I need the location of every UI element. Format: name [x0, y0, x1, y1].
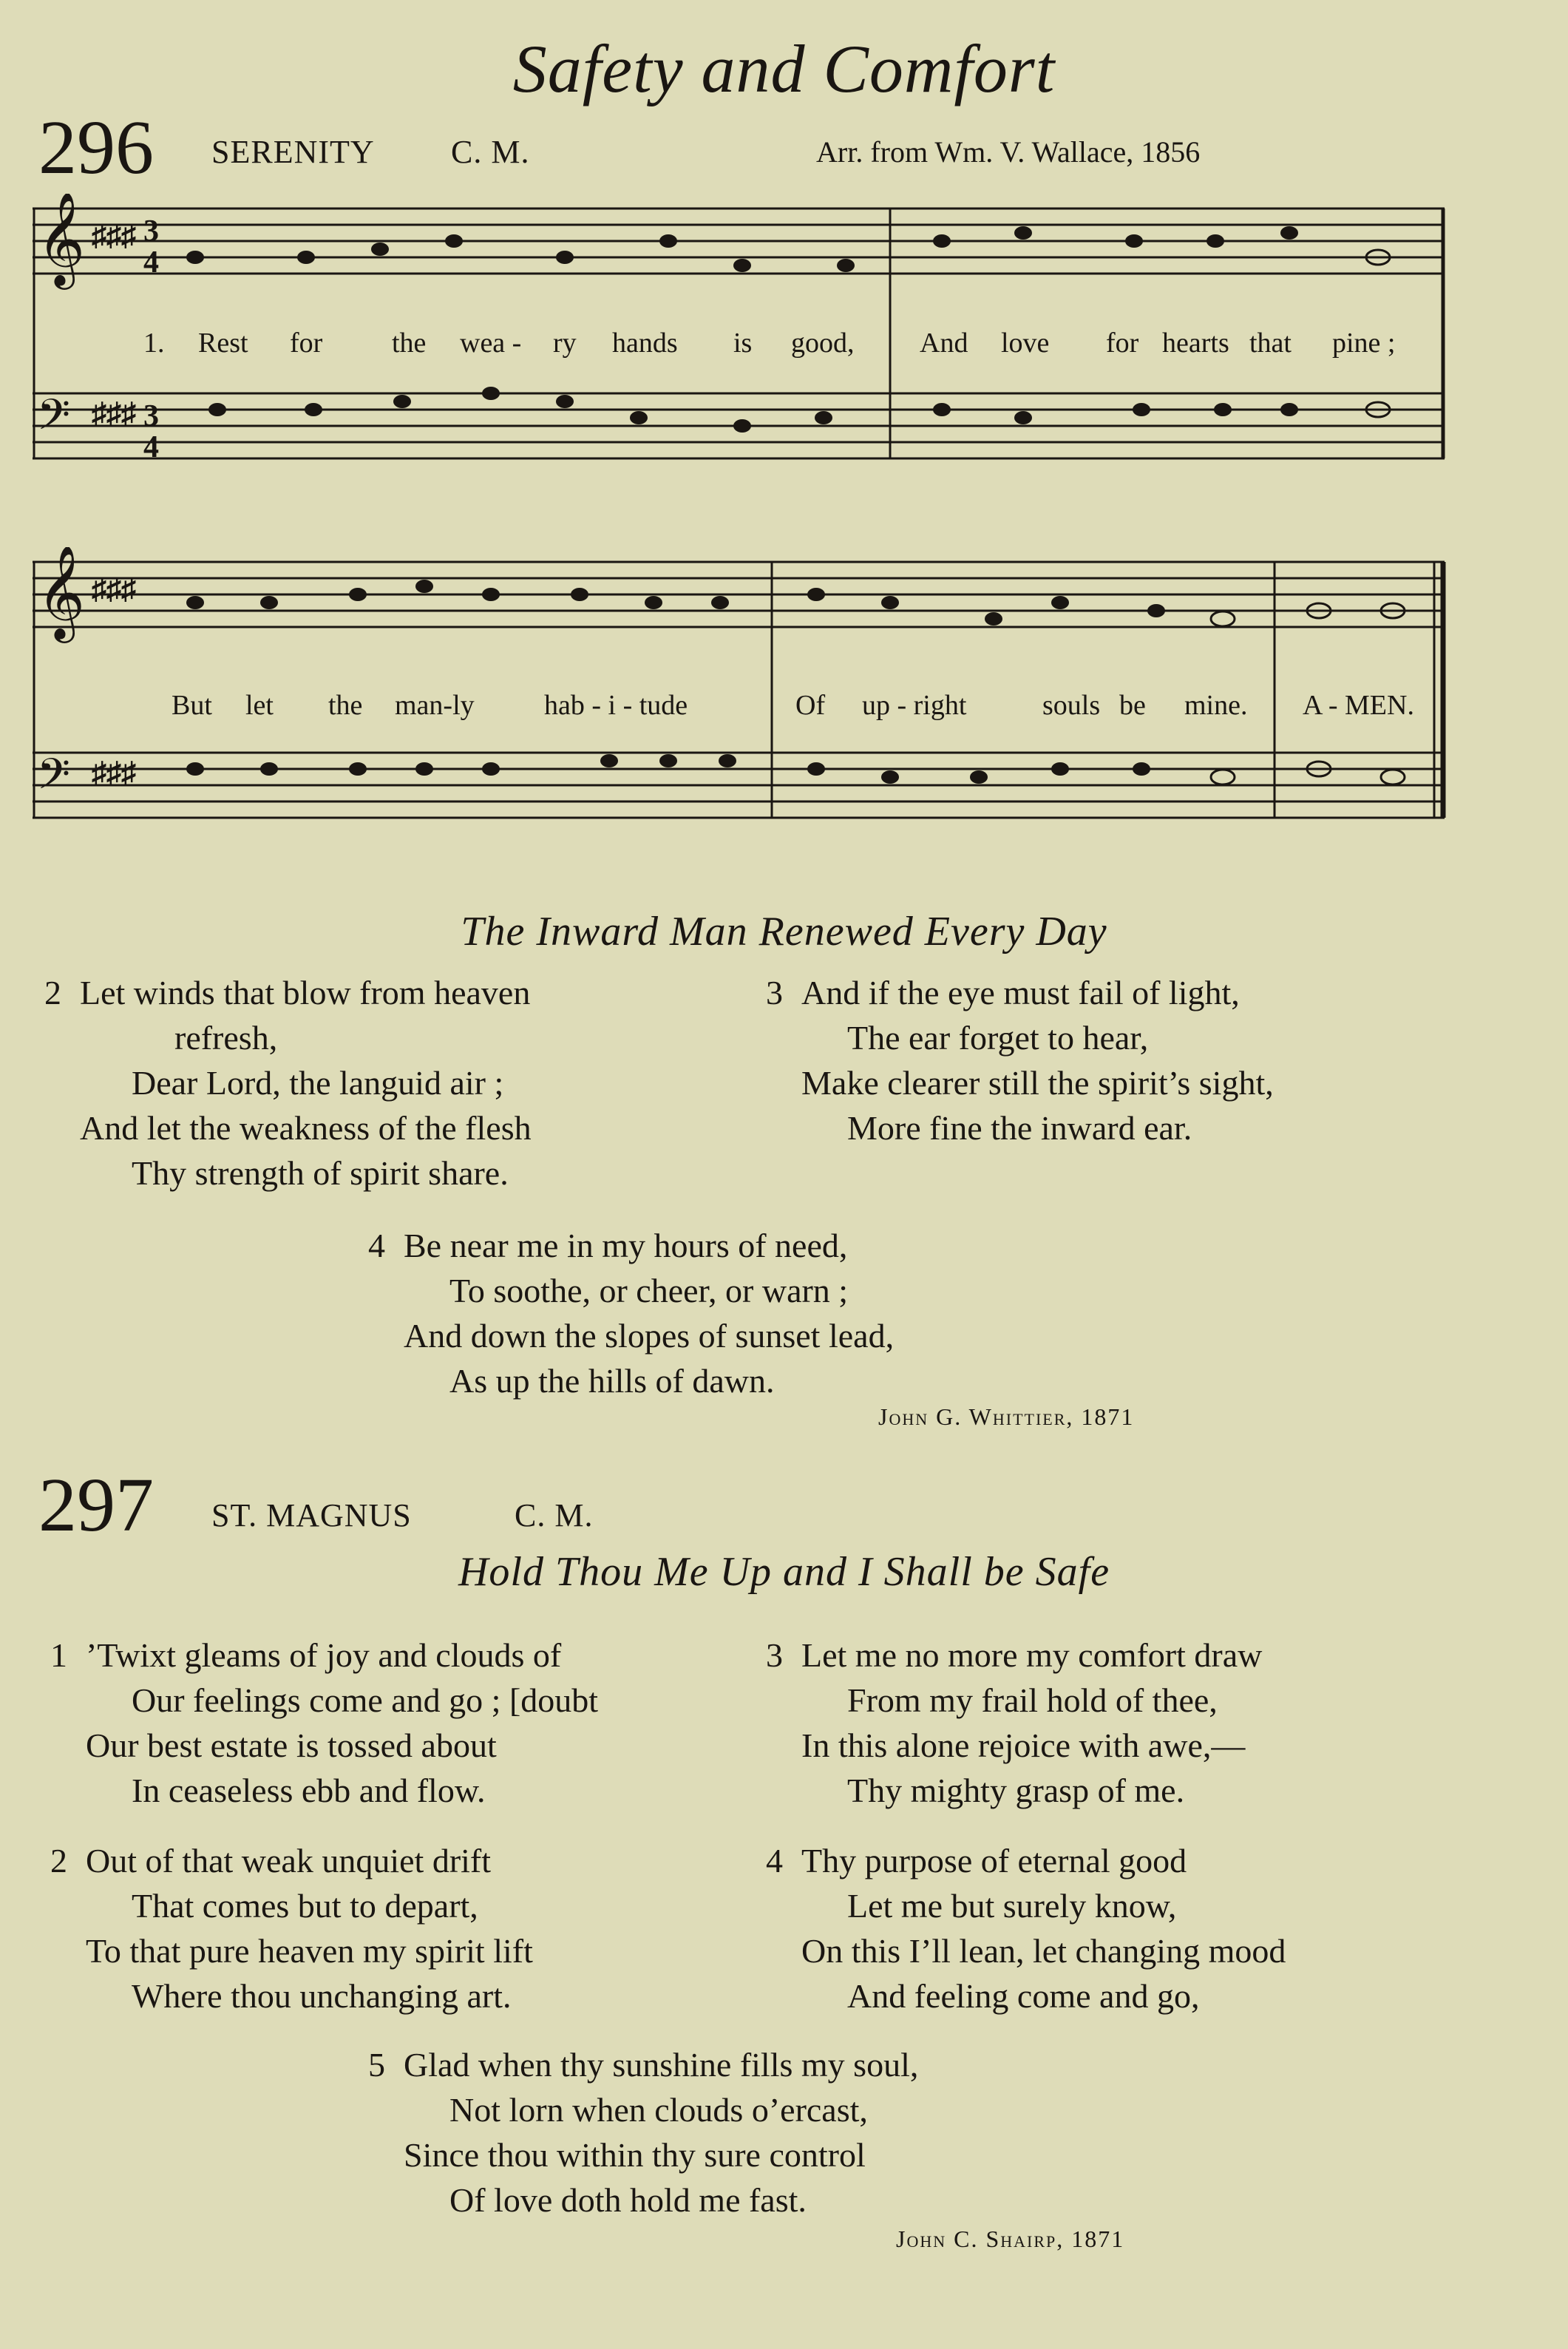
stanza	[766, 1838, 1286, 2018]
svg-text:𝄞: 𝄞	[37, 547, 86, 637]
lyric-syllable: the	[392, 328, 427, 359]
svg-text:𝄞: 𝄞	[37, 194, 86, 284]
lyric-syllable: let	[245, 690, 274, 721]
lyric-syllable: love	[1001, 328, 1050, 359]
stanza-line: Glad when thy sunshine fills my soul,	[404, 2046, 919, 2084]
stanza-line: And down the slopes of sunset lead,	[404, 1317, 895, 1355]
hymn-number: 297	[38, 1462, 154, 1548]
stanza-line: That comes but to depart,	[132, 1887, 478, 1925]
lyric-syllable: mine.	[1184, 690, 1248, 721]
stanza-number: 4	[368, 1227, 385, 1264]
hymn-author: John G. Whittier, 1871	[878, 1403, 1135, 1430]
svg-text:3: 3	[143, 399, 159, 433]
stanza-number: 2	[50, 1842, 67, 1879]
lyric-syllable: pine ;	[1332, 328, 1396, 359]
stanza-line: Not lorn when clouds o’ercast,	[449, 2091, 868, 2129]
stanza-line: In ceaseless ebb and flow.	[132, 1772, 486, 1809]
lyric-syllable: A - MEN.	[1303, 690, 1414, 721]
lyric-syllable: man-ly	[395, 690, 475, 721]
stanza-line: To soothe, or cheer, or warn ;	[449, 1272, 849, 1309]
stanza-line: And feeling come and go,	[847, 1977, 1200, 2015]
stanza-line: Thy strength of spirit share.	[132, 1154, 509, 1192]
svg-text:𝄢: 𝄢	[37, 752, 71, 809]
stanza	[368, 2042, 919, 2223]
svg-text:♯♯♯: ♯♯♯	[92, 396, 136, 430]
stanza-line: Dear Lord, the languid air ;	[132, 1064, 504, 1102]
hymn-number: 296	[38, 105, 154, 190]
stanza-line: Of love doth hold me fast.	[449, 2181, 807, 2219]
lyric-syllable: hands	[612, 328, 678, 359]
stanza-number: 5	[368, 2046, 385, 2084]
lyric-syllable: Of	[795, 690, 826, 721]
stanza-line: Out of that weak unquiet drift	[86, 1842, 492, 1879]
stanza-line: refresh,	[174, 1019, 278, 1057]
lyric-syllable: hab - i - tude	[544, 690, 688, 721]
stanza	[766, 970, 1274, 1150]
tune-meter: C. M.	[451, 134, 530, 170]
stanza-line: And let the weakness of the flesh	[80, 1109, 532, 1147]
stanza	[50, 1838, 533, 2018]
svg-text:𝄢: 𝄢	[37, 393, 71, 450]
lyric-syllable: And	[920, 328, 968, 359]
stanza-number: 4	[766, 1842, 783, 1879]
stanza-line: Let me but surely know,	[847, 1887, 1177, 1925]
tune-meter: C. M.	[515, 1497, 594, 1533]
lyric-syllable: for	[1106, 328, 1139, 359]
stanza-number: 1	[50, 1636, 67, 1674]
tune-name: SERENITY	[211, 134, 375, 170]
lyric-syllable: hearts	[1162, 328, 1229, 359]
stanza-line: Let me no more my comfort draw	[801, 1636, 1263, 1674]
svg-text:4: 4	[143, 245, 159, 279]
section-title: Safety and Comfort	[512, 31, 1056, 106]
hymn-subtitle: Hold Thou Me Up and I Shall be Safe	[458, 1549, 1110, 1595]
svg-text:3: 3	[143, 214, 159, 248]
stanza-line: More fine the inward ear.	[847, 1109, 1192, 1147]
stanza-line: As up the hills of dawn.	[449, 1362, 775, 1400]
stanza-line: Since thou within thy sure control	[404, 2136, 866, 2174]
stanza-line: Where thou unchanging art.	[132, 1977, 512, 2015]
stanza-line: In this alone rejoice with awe,—	[801, 1726, 1246, 1764]
stanza	[368, 1223, 895, 1403]
stanza	[44, 970, 532, 1196]
lyric-syllable: souls	[1042, 690, 1101, 721]
stanza-line: ’Twixt gleams of joy and clouds of	[86, 1636, 562, 1674]
tune-name: ST. MAGNUS	[211, 1497, 412, 1533]
stanza-number: 2	[44, 974, 61, 1011]
hymn-subtitle: The Inward Man Renewed Every Day	[461, 909, 1107, 955]
stanza-line: The ear forget to hear,	[847, 1019, 1149, 1057]
stanza-line: Make clearer still the spirit’s sight,	[801, 1064, 1274, 1102]
svg-text:♯♯♯: ♯♯♯	[92, 756, 136, 789]
stanza-line: From my frail hold of thee,	[847, 1681, 1218, 1719]
stanza-line: Our feelings come and go ; [doubt	[132, 1681, 599, 1719]
stanza-line: Thy purpose of eternal good	[801, 1842, 1187, 1879]
arranger-credit: Arr. from Wm. V. Wallace, 1856	[816, 135, 1201, 169]
stanza-line: To that pure heaven my spirit lift	[86, 1932, 533, 1970]
lyric-syllable: be	[1119, 690, 1146, 721]
lyric-syllable: wea -	[460, 328, 522, 359]
lyric-syllable: Rest	[198, 328, 248, 359]
lyric-syllable: good,	[791, 328, 855, 359]
stanza-line: Our best estate is tossed about	[86, 1726, 497, 1764]
svg-text:♯♯♯: ♯♯♯	[92, 572, 136, 606]
svg-text:♯♯♯: ♯♯♯	[92, 219, 136, 252]
stanza	[766, 1633, 1263, 1813]
lyric-syllable: ry	[553, 328, 577, 359]
lyric-syllable: But	[172, 690, 212, 721]
stanza-line: On this I’ll lean, let changing mood	[801, 1932, 1286, 1970]
stanza	[50, 1633, 599, 1813]
lyric-syllable: the	[328, 690, 363, 721]
stanza-line: Be near me in my hours of need,	[404, 1227, 848, 1264]
hymn-author: John C. Shairp, 1871	[896, 2226, 1125, 2252]
lyric-syllable: 1.	[143, 328, 165, 359]
lyric-syllable: up - right	[862, 690, 967, 721]
svg-text:4: 4	[143, 430, 159, 464]
stanza-line: And if the eye must fail of light,	[801, 974, 1240, 1011]
lyric-syllable: that	[1249, 328, 1292, 359]
stanza-line: Thy mighty grasp of me.	[847, 1772, 1185, 1809]
stanza-line: Let winds that blow from heaven	[80, 974, 531, 1011]
lyric-syllable: is	[733, 328, 753, 359]
stanza-number: 3	[766, 974, 783, 1011]
lyric-syllable: for	[290, 328, 323, 359]
stanza-number: 3	[766, 1636, 783, 1674]
